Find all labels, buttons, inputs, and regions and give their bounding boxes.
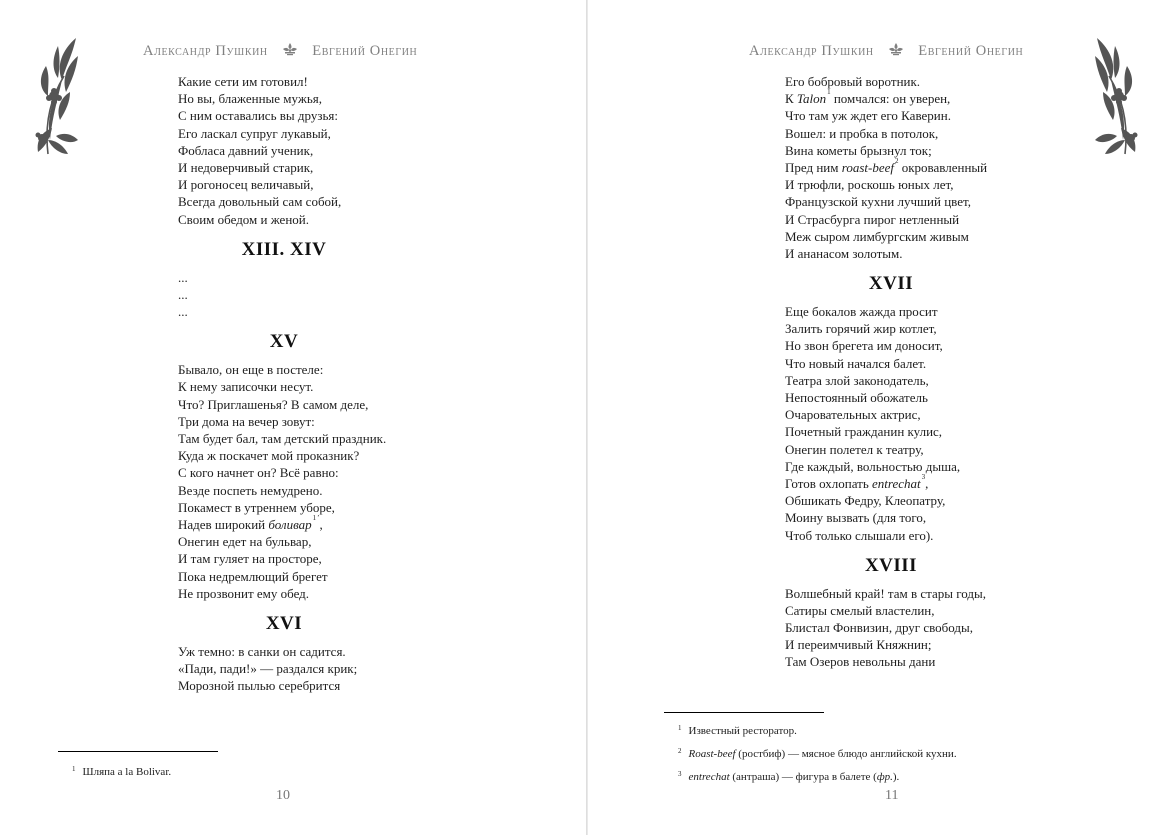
stanza-heading: XVIII	[864, 554, 918, 576]
verse-line-with-footnote	[178, 513, 478, 533]
right-page	[588, 0, 1174, 835]
intro-stanza	[178, 73, 478, 228]
verse-line: Куда ж поскачет мой проказник?	[178, 448, 360, 464]
verse-line: Но звон брегета им доносит,	[785, 338, 943, 354]
verse-line: Непостоянный обожатель	[785, 390, 928, 405]
running-head	[749, 42, 1023, 60]
stanza-15	[178, 361, 478, 602]
verse-line: И переимчивый Княжнин;	[785, 637, 932, 653]
verse-line: Французской кухни лучший цвет,	[785, 194, 971, 210]
right-page-text	[785, 73, 1085, 671]
verse-line: Онегин едет на бульвар,	[178, 534, 312, 550]
page-number: 11	[885, 788, 899, 803]
verse-line: Там будет бал, там детский праздник.	[178, 431, 387, 446]
stanza-18	[785, 585, 1085, 671]
italic-term: roast-beef	[841, 159, 894, 175]
header-author: Александр Пушкин	[143, 43, 268, 59]
page-number: 10	[276, 788, 290, 803]
stanza-heading: XV	[269, 331, 299, 353]
verse-line: Всегда довольный сам собой,	[178, 194, 342, 210]
verse-line: Там Озеров невольны дани	[785, 654, 936, 670]
verse-line: И трюфли, роскошь юных лет,	[785, 177, 954, 193]
footnote-text: Шляпа a la Bolivar.	[82, 766, 172, 778]
verse-line: Морозной пылью серебрится	[178, 678, 341, 694]
verse-line: К нему записочки несут.	[178, 379, 314, 395]
verse-text: ,	[319, 516, 323, 532]
verse-text: окровавленный	[898, 159, 988, 175]
footnote-text: Известный ресторатор.	[688, 725, 797, 737]
verse-line: Онегин полетел к театру,	[785, 441, 924, 457]
verse-line: Волшебный край! там в стары годы,	[785, 585, 986, 601]
verse-text: Пред ним	[785, 159, 842, 175]
verse-line: «Пади, пади!» — раздался крик;	[178, 661, 358, 677]
stanza-omitted	[178, 269, 478, 321]
stanza-17	[785, 303, 1085, 544]
ellipsis-line: ...	[178, 304, 188, 320]
verse-line: Пока недремлющий брегет	[178, 568, 328, 584]
footnote-marker[interactable]: 1	[312, 513, 317, 522]
floral-ornament-icon	[32, 36, 82, 162]
fleuron-separator-icon	[282, 42, 298, 56]
verse-line: Своим обедом и женой.	[178, 211, 309, 227]
header-title: Евгений Онегин	[918, 43, 1024, 59]
verse-line: Его ласкал супруг лукавый,	[178, 125, 331, 141]
footnote-text: (антраша) — фигура в балете (	[729, 771, 877, 783]
verse-line: Почетный гражданин кулис,	[785, 424, 943, 440]
footnote-rule	[664, 712, 824, 713]
left-page-text	[178, 73, 478, 694]
verse-line: Какие сети им готовил!	[178, 74, 308, 89]
footnote	[678, 741, 957, 764]
verse-line: Его бобровый воротник.	[785, 74, 921, 89]
verse-line-with-footnote	[785, 472, 1085, 492]
ellipsis-line: ...	[178, 286, 188, 302]
verse-line: И недоверчивый старик,	[178, 159, 314, 175]
footnote-number: 1	[72, 765, 76, 773]
footnote-term: entrechat	[688, 771, 730, 783]
intro-stanza	[785, 73, 1085, 262]
verse-line: Уж темно: в санки он садится.	[178, 643, 346, 659]
verse-line: И ананасом золотым.	[785, 245, 903, 261]
italic-term: боливар	[268, 516, 312, 532]
stanza-16	[178, 643, 478, 695]
verse-text: ,	[925, 475, 929, 491]
verse-line: Три дома на вечер зовут:	[178, 413, 315, 429]
footnote-text: (ростбиф) — мясное блюдо английской кухни.	[735, 748, 957, 760]
verse-line: Обшикать Федру, Клеопатру,	[785, 493, 946, 509]
italic-term: entrechat	[872, 475, 921, 491]
left-page	[0, 0, 586, 835]
footnote-term: Roast-beef	[688, 748, 736, 760]
italic-term: Talon	[796, 91, 827, 107]
verse-line: Что новый начался балет.	[785, 355, 927, 371]
footnote-marker[interactable]: 3	[921, 472, 926, 481]
verse-line: Вошел: и пробка в потолок,	[785, 125, 939, 141]
footnote-marker[interactable]: 2	[894, 156, 899, 165]
verse-line: Не прозвонит ему обед.	[178, 585, 310, 601]
verse-line: Очаровательных актрис,	[785, 407, 921, 423]
verse-line: Но вы, блаженные мужья,	[178, 91, 323, 107]
footnote-text-end: ).	[892, 771, 900, 783]
verse-text: Надев широкий	[178, 516, 269, 532]
verse-line: Где каждый, вольностью дыша,	[785, 458, 961, 474]
verse-line: Сатиры смелый властелин,	[785, 602, 935, 618]
running-head	[143, 42, 417, 60]
header-author: Александр Пушкин	[749, 43, 874, 59]
verse-line: И там гуляет на просторе,	[178, 551, 322, 567]
verse-line: Вина кометы брызнул ток;	[785, 142, 932, 158]
verse-line: И рогоносец величавый,	[178, 177, 314, 193]
verse-line: Театра злой законодатель,	[785, 372, 929, 388]
footnote-number: 3	[678, 770, 682, 778]
verse-line: Блистал Фонвизин, друг свободы,	[785, 620, 974, 636]
verse-line: Бывало, он еще в постеле:	[178, 362, 324, 378]
footnote	[678, 764, 957, 787]
verse-line: Фобласа давний ученик,	[178, 142, 314, 158]
verse-line: Меж сыром лимбургским живым	[785, 228, 969, 244]
footnote-number: 1	[678, 724, 682, 732]
header-title: Евгений Онегин	[312, 43, 418, 59]
verse-line: Что там уж ждет его Каверин.	[785, 108, 951, 124]
verse-line: Моину вызвать (для того,	[785, 510, 927, 526]
verse-line: Еще бокалов жажда просит	[785, 304, 938, 320]
apostrophe-mark: ’	[317, 513, 320, 522]
floral-ornament-icon	[1091, 36, 1141, 162]
footnotes	[72, 759, 171, 782]
stanza-heading: XIII. XIV	[241, 238, 327, 260]
verse-text: Готов охлопать	[785, 475, 873, 491]
footnote	[678, 718, 957, 741]
verse-line: Везде поспеть немудрено.	[178, 482, 323, 498]
verse-text: К	[785, 91, 797, 107]
footnotes	[678, 718, 957, 787]
verse-line: Что? Приглашенья? В самом деле,	[178, 396, 369, 412]
verse-line: Залить горячий жир котлет,	[785, 321, 937, 337]
verse-text: помчался: он уверен,	[830, 91, 951, 107]
verse-line: Чтоб только слышали его).	[785, 527, 934, 543]
verse-line: С кого начнет он? Всё равно:	[178, 465, 339, 481]
verse-line-with-footnote	[785, 156, 1085, 176]
verse-line: И Страсбурга пирог нетленный	[785, 211, 960, 227]
verse-line: С ним оставались вы друзья:	[178, 108, 338, 124]
stanza-heading: XVI	[265, 612, 303, 634]
ellipsis-line: ...	[178, 269, 188, 285]
verse-line-with-footnote	[785, 90, 1085, 107]
footnote-rule	[58, 751, 218, 752]
stanza-heading: XVII	[868, 273, 914, 295]
footnote	[72, 759, 171, 782]
footnote-abbrev: фр.	[876, 771, 893, 783]
fleuron-separator-icon	[888, 42, 904, 56]
verse-line: Покамест в утреннем уборе,	[178, 499, 335, 515]
footnote-number: 2	[678, 747, 682, 755]
footnote-marker[interactable]: 1	[827, 88, 831, 97]
